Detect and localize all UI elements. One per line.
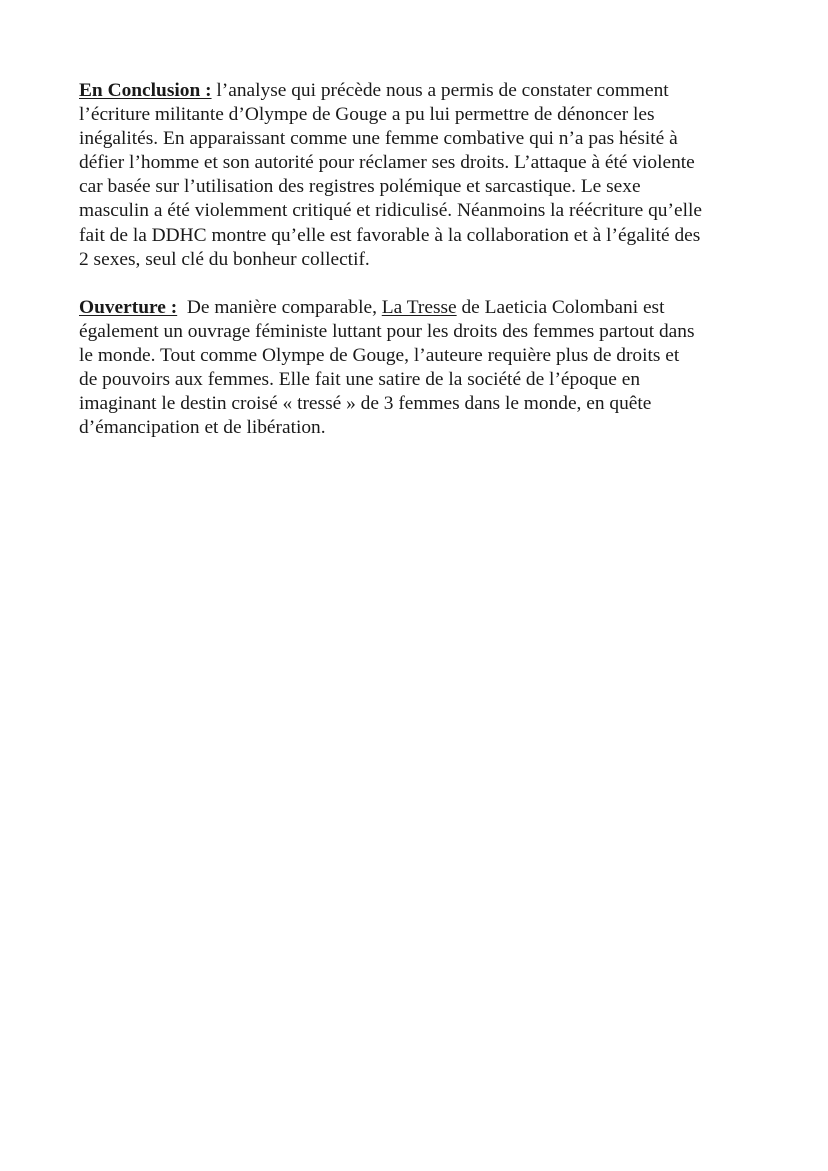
ouverture-line-1-post: de Laeticia Colombani est <box>456 297 665 318</box>
conclusion-line: car basée sur l’utilisation des registres polémique et sarcastique. Le sexe <box>79 176 641 198</box>
conclusion-heading: En Conclusion : <box>79 80 212 101</box>
book-title: La Tresse <box>381 297 457 318</box>
ouverture-line: d’émancipation et de libération. <box>79 417 326 439</box>
conclusion-line: défier l’homme et son autorité pour réclamer ses droits. L’attaque à été violente <box>79 152 695 174</box>
ouverture-line: de pouvoirs aux femmes. Elle fait une satire de la société de l’époque en <box>79 369 641 391</box>
conclusion-paragraph <box>79 79 759 272</box>
conclusion-line: l’écriture militante d’Olympe de Gouge a pu lui permettre de dénoncer les <box>79 104 655 126</box>
conclusion-line: inégalités. En apparaissant comme une femme combative qui n’a pas hésité à <box>79 128 678 150</box>
ouverture-line: également un ouvrage féministe luttant pour les droits des femmes partout dans <box>79 321 695 343</box>
conclusion-line: 2 sexes, seul clé du bonheur collectif. <box>79 248 370 270</box>
conclusion-line: fait de la DDHC montre qu’elle est favorable à la collaboration et à l’égalité des <box>79 224 701 246</box>
ouverture-line-1-pre: De manière comparable, <box>177 297 382 318</box>
conclusion-line: masculin a été violemment critiqué et ridiculisé. Néanmoins la réécriture qu’elle <box>79 200 702 222</box>
conclusion-line-1 <box>79 79 759 103</box>
conclusion-line-1-text: l’analyse qui précède nous a permis de constater comment <box>211 80 669 101</box>
ouverture-paragraph <box>79 296 759 441</box>
ouverture-line-1 <box>79 296 759 320</box>
ouverture-line: le monde. Tout comme Olympe de Gouge, l’auteure requière plus de droits et <box>79 345 680 367</box>
ouverture-heading: Ouverture : <box>79 297 178 318</box>
ouverture-line: imaginant le destin croisé « tressé » de 3 femmes dans le monde, en quête <box>79 393 652 415</box>
